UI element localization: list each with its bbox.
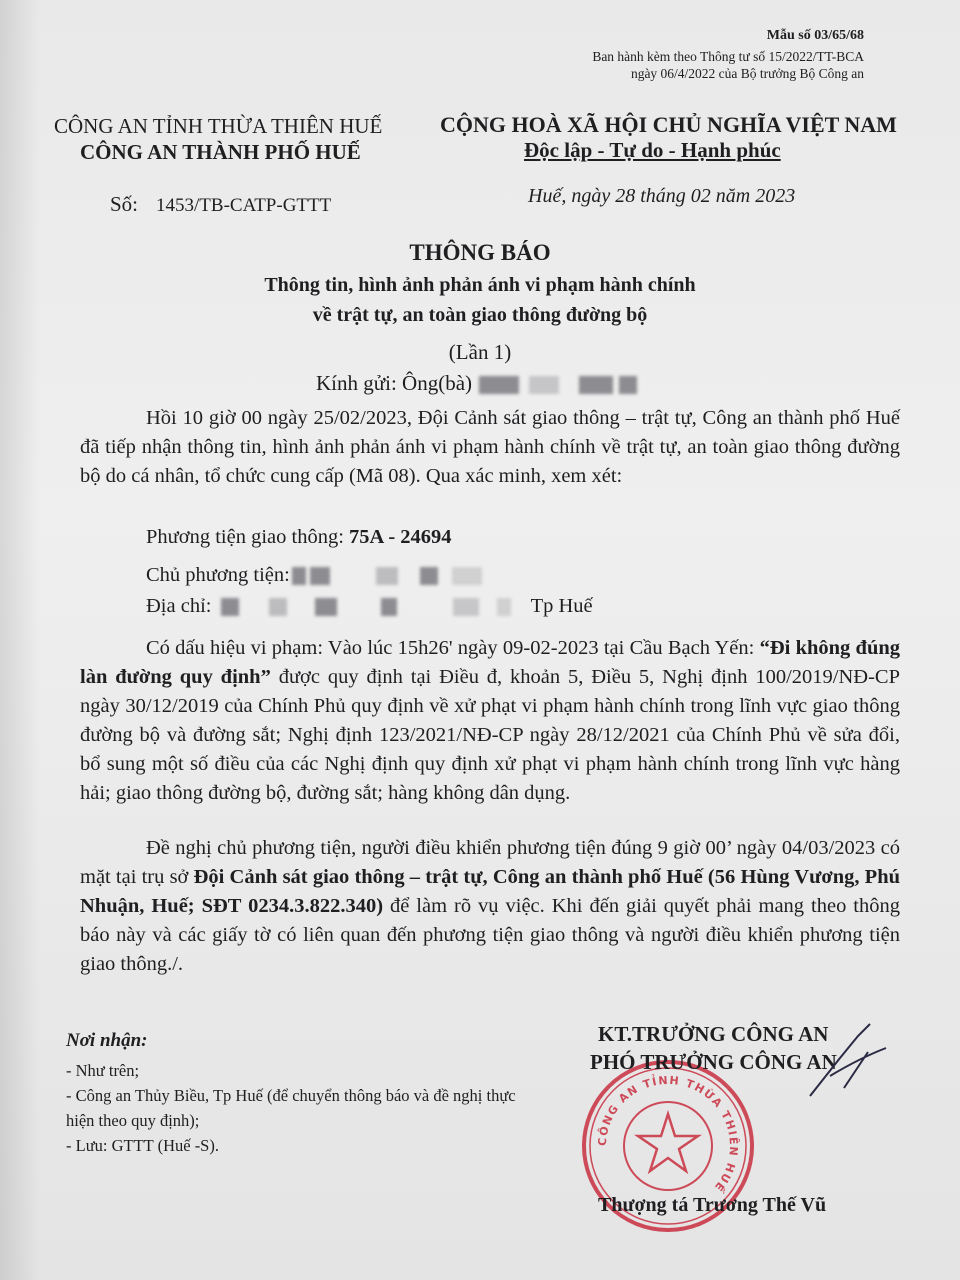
address-city: Tp Huế xyxy=(530,595,593,617)
redacted-address xyxy=(315,598,337,616)
document-title: THÔNG BÁO xyxy=(409,240,551,265)
vehicle-label: Phương tiện giao thông: xyxy=(146,526,344,548)
place-date: Huế, ngày 28 tháng 02 năm 2023 xyxy=(528,185,796,207)
redacted-owner xyxy=(376,567,398,585)
redacted-owner xyxy=(292,567,306,585)
recipient-label: Kính gửi: Ông(bà) xyxy=(316,371,473,395)
document-number xyxy=(110,192,331,217)
vehicle-plate: 75A - 24694 xyxy=(349,526,452,548)
address-label: Địa chỉ: xyxy=(146,595,212,617)
recipients-list xyxy=(66,1058,536,1158)
agency-name: CÔNG AN THÀNH PHỐ HUẾ xyxy=(80,140,361,164)
request-lead: Đề nghị chủ phương tiện, người điều khiển phương tiện đúng 9 giờ 00’ ngày 04/03/2023 có mặt tại trụ sở xyxy=(80,837,900,888)
recipients-item: - Lưu: GTTT (Huế -S). xyxy=(66,1136,219,1155)
intro-text: Hồi 10 giờ 00 ngày 25/02/2023, Đội Cảnh sát giao thông – trật tự, Công an thành phố Huế đã tiếp nhận thông tin, hình ảnh phản ánh vi phạm hành chính về trật tự, an toàn giao thông đường bộ do cá nhân, tổ chức cung cấp (Mã 08). Qua xác minh, xem xét: xyxy=(80,407,900,487)
redacted-owner xyxy=(310,567,330,585)
violation-name: “Đi không đúng làn đường quy định” xyxy=(80,637,900,688)
recipients-item: - Như trên; xyxy=(66,1061,140,1080)
document-number-value: 1453/TB-CATP-GTTT xyxy=(156,195,332,216)
recipient-line xyxy=(316,371,637,396)
redacted-owner xyxy=(452,567,482,585)
redacted-address xyxy=(497,598,511,616)
form-reference-line-1: Ban hành kèm theo Thông tư số 15/2022/TT-BCA xyxy=(592,49,864,64)
occurrence-number: (Lần 1) xyxy=(448,340,512,364)
vehicle-field xyxy=(146,526,452,549)
national-title: CỘNG HOÀ XÃ HỘI CHỦ NGHĨA VIỆT NAM xyxy=(440,112,897,137)
form-number: Mẫu số 03/65/68 xyxy=(766,28,864,43)
redacted-address xyxy=(269,598,287,616)
stamp-text: CÔNG AN TỈNH THỪA THIÊN HUẾ xyxy=(595,1073,741,1195)
redacted-owner xyxy=(420,567,438,585)
redacted-name xyxy=(619,376,637,394)
document-number-label: Số: xyxy=(110,192,139,216)
signature-title-1: KT.TRƯỞNG CÔNG AN xyxy=(598,1022,829,1046)
request-office: Đội Cảnh sát giao thông – trật tự, Công an thành phố Huế (56 Hùng Vương, Phú Nhuận, Huế; SĐT 0234.3.822.340) xyxy=(80,866,901,917)
redacted-address xyxy=(453,598,479,616)
signature-scribble xyxy=(800,1018,890,1108)
signature-title-2: PHÓ TRƯỞNG CÔNG AN xyxy=(590,1050,837,1074)
request-rest: để làm rõ vụ việc. Khi đến giải quyết phải mang theo thông báo này và các giấy tờ có liên quan đến phương tiện giao thông và người điều khiển phương tiện giao thông./. xyxy=(80,895,900,975)
form-reference-line-2: ngày 06/4/2022 của Bộ trưởng Bộ Công an xyxy=(630,66,864,81)
star-icon xyxy=(638,1114,698,1171)
recipients-item: - Công an Thủy Biều, Tp Huế (để chuyển thông báo và đề nghị thực hiện theo quy định); xyxy=(66,1086,516,1130)
redacted-name xyxy=(529,376,559,394)
form-reference xyxy=(0,48,864,82)
violation-legal-basis: được quy định tại Điều đ, khoản 5, Điều 5, Nghị định 100/2019/NĐ-CP ngày 30/12/2019 của Chính Phủ quy định về xử phạt vi phạm hành chính trong lĩnh vực giao thông đường bộ và đường sắt; Nghị định 123/2021/NĐ-CP ngày 28/12/2021 của Chính Phủ về sửa đổi, bổ sung một số điều của các Nghị định quy định xử phạt vi phạm hành chính trong lĩnh vực hàng hải; giao thông đường bộ, đường sắt; hàng không dân dụng. xyxy=(80,666,900,804)
violation-lead: Có dấu hiệu vi phạm: Vào lúc 15h26' ngày 09-02-2023 tại Cầu Bạch Yến: xyxy=(146,637,755,659)
national-motto: Độc lập - Tự do - Hạnh phúc xyxy=(524,138,781,162)
redacted-name xyxy=(579,376,613,394)
document-subtitle-2: về trật tự, an toàn giao thông đường bộ xyxy=(312,304,648,326)
request-paragraph xyxy=(80,834,900,979)
agency-parent: CÔNG AN TỈNH THỪA THIÊN HUẾ xyxy=(54,114,383,138)
redacted-name xyxy=(479,376,519,394)
address-field xyxy=(146,595,593,618)
document-subtitle-1: Thông tin, hình ảnh phản ánh vi phạm hành chính xyxy=(264,274,696,296)
intro-paragraph xyxy=(80,404,900,491)
owner-label: Chủ phương tiện: xyxy=(146,564,290,586)
redacted-address xyxy=(381,598,397,616)
violation-paragraph xyxy=(80,634,900,808)
page-shadow xyxy=(0,0,40,1280)
recipients-heading: Nơi nhận: xyxy=(66,1030,148,1051)
signer-name: Thượng tá Trương Thế Vũ xyxy=(598,1194,827,1216)
svg-text:CÔNG AN TỈNH THỪA THIÊN HUẾ xyxy=(596,1074,740,1196)
redacted-address xyxy=(221,598,239,616)
owner-field xyxy=(146,564,482,587)
